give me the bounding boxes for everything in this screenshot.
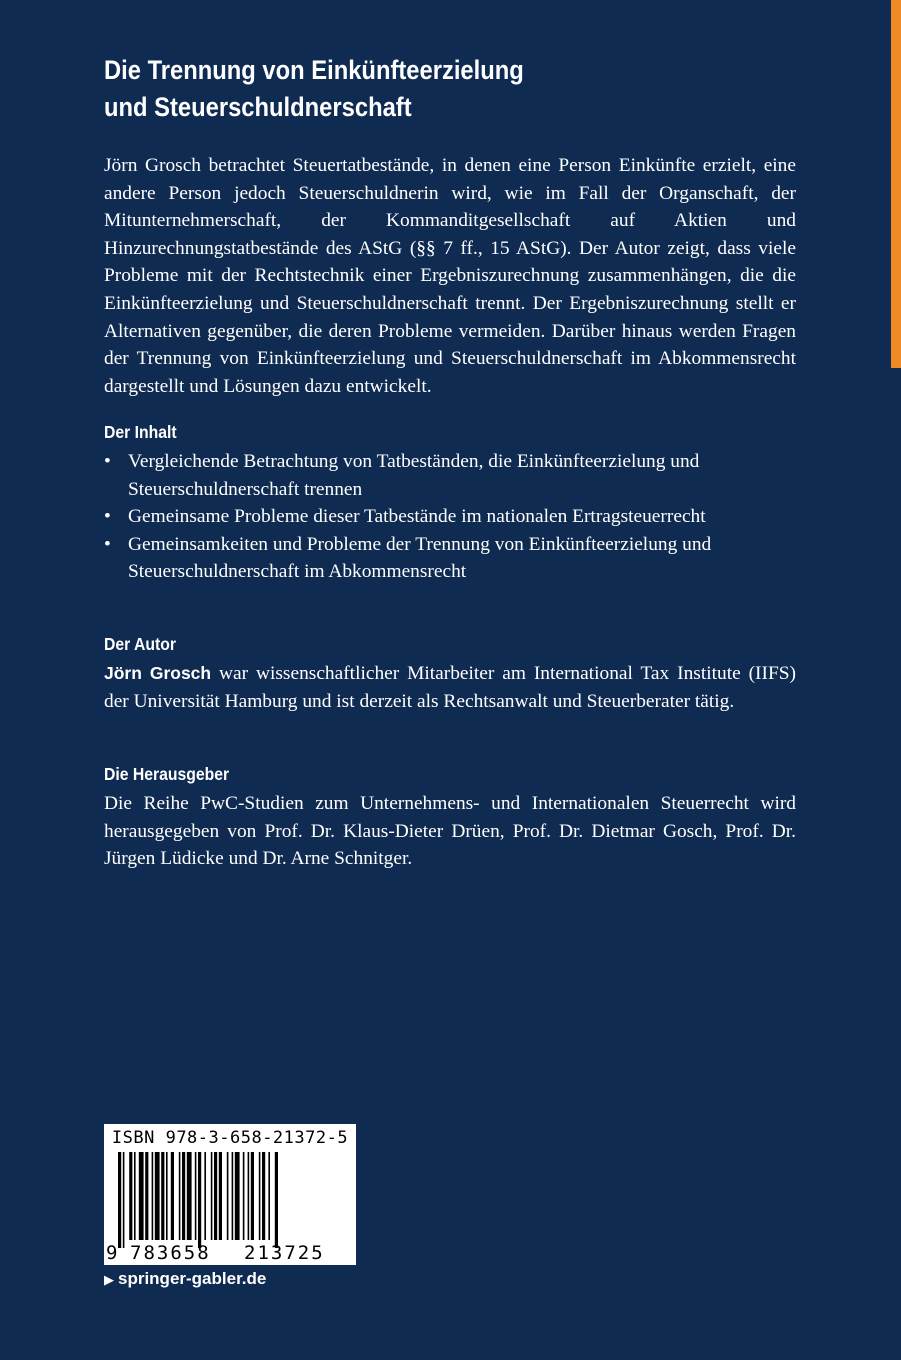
barcode-bar — [139, 1152, 144, 1240]
triangle-right-icon: ▶ — [104, 1272, 114, 1287]
barcode-bar — [161, 1152, 164, 1240]
barcode-bar — [248, 1152, 250, 1240]
website-url: springer-gabler.de — [118, 1269, 267, 1288]
website-link[interactable] — [104, 1268, 266, 1291]
book-description: Jörn Grosch betrachtet Steuertatbestände, in denen eine Person Einkünfte erzielt, eine andere Person jedoch Steuerschuldnerin wird, wie im Fall der Organschaft, der Mitunternehmerschaft, der Kommanditgesellschaft auf Aktien und Hinzurechnungstatbestände des AStG (§§ 7 ff., 15 AStG). Der Autor zeigt, dass viele Probleme mit der Rechtstechnik einer Ergebniszurechnung zusammenhängen, die die Einkünfteerzielung und Steuerschuldnerschaft trennt. Der Ergebniszurechnung stellt er Alternativen gegenüber, die deren Probleme vermeiden. Darüber hinaus werden Fragen der Trennung von Einkünfteerzielung und Steuerschuldnerschaft im Abkommensrecht dargestellt und Lösungen dazu entwickelt. — [104, 155, 796, 397]
list-item-text: Gemeinsame Probleme dieser Tatbestände im nationalen Ertragsteuerrecht — [128, 506, 706, 528]
barcode-bar — [259, 1152, 261, 1240]
barcode-digits-left: 783658 — [130, 1242, 211, 1264]
barcode-bar — [155, 1152, 160, 1240]
barcode-bar — [171, 1152, 174, 1240]
isbn-label: ISBN 978-3-658-21372-5 — [111, 1128, 349, 1148]
author-name: Jörn Grosch — [104, 663, 212, 683]
barcode-bar — [275, 1152, 278, 1248]
barcode-bar — [214, 1152, 217, 1240]
barcode-bar — [198, 1152, 201, 1248]
barcode-bar — [219, 1152, 222, 1240]
bullet-icon: • — [104, 451, 111, 472]
barcode-bar — [166, 1152, 168, 1240]
bullet-icon: • — [104, 533, 111, 555]
barcode-bars-icon — [116, 1152, 344, 1248]
barcode-bar — [262, 1152, 265, 1240]
barcode-bar — [235, 1152, 240, 1240]
barcode-bar — [129, 1152, 132, 1240]
list-item — [104, 448, 804, 503]
editors-text: Die Reihe PwC-Studien zum Unternehmens- und Internationalen Steuerrecht wird herausgegeben von Prof. Dr. Klaus-Dieter Drüen, Prof. Dr. Dietmar Gosch, Prof. Dr. Jürgen Lüdicke und Dr. Arne Schnitger. — [104, 793, 796, 870]
bullet-icon: • — [104, 506, 111, 528]
barcode-bar — [232, 1152, 234, 1240]
author-bio-text: war wissenschaftlicher Mitarbeiter am International Tax Institute (IIFS) der Universität Hamburg und ist derzeit als Rechtsanwalt und Steuerberater tätig. — [104, 663, 796, 712]
barcode-bar — [204, 1152, 206, 1240]
barcode-bar — [187, 1152, 192, 1240]
barcode-bar — [118, 1152, 121, 1248]
title-line-2: und Steuerschuldnerschaft — [104, 92, 412, 122]
contents-list — [104, 448, 804, 586]
list-item — [104, 503, 804, 531]
barcode-digit-first: 9 — [106, 1242, 118, 1264]
contents-heading: Der Inhalt — [104, 422, 177, 442]
title-line-1: Die Trennung von Einkünfteerzielung — [104, 55, 524, 85]
barcode-bar — [268, 1152, 270, 1240]
barcode-bar — [134, 1152, 136, 1240]
barcode-bar — [152, 1152, 154, 1240]
list-item-text: Vergleichende Betrachtung von Tatbeständen, die Einkünfteerzielung und Steuerschuldnerschaft trennen — [128, 451, 700, 500]
barcode-bar — [251, 1152, 254, 1240]
list-item — [104, 531, 804, 586]
barcode-bar — [211, 1152, 213, 1240]
barcode-digits-right: 213725 — [244, 1242, 325, 1264]
isbn-barcode — [104, 1124, 356, 1265]
barcode-bar — [179, 1152, 181, 1240]
author-bio — [104, 660, 796, 715]
book-title — [104, 52, 773, 126]
barcode-bar — [145, 1152, 148, 1240]
barcode-bar — [227, 1152, 229, 1240]
accent-bar — [891, 0, 901, 368]
author-heading: Der Autor — [104, 634, 177, 654]
barcode-bar — [182, 1152, 185, 1240]
barcode-bar — [195, 1152, 197, 1240]
barcode-bar — [243, 1152, 245, 1240]
list-item-text: Gemeinsamkeiten und Probleme der Trennung von Einkünfteerzielung und Steuerschuldnerschaft im Abkommensrecht — [128, 533, 712, 583]
editors-heading: Die Herausgeber — [104, 764, 230, 784]
barcode-bar — [123, 1152, 125, 1248]
